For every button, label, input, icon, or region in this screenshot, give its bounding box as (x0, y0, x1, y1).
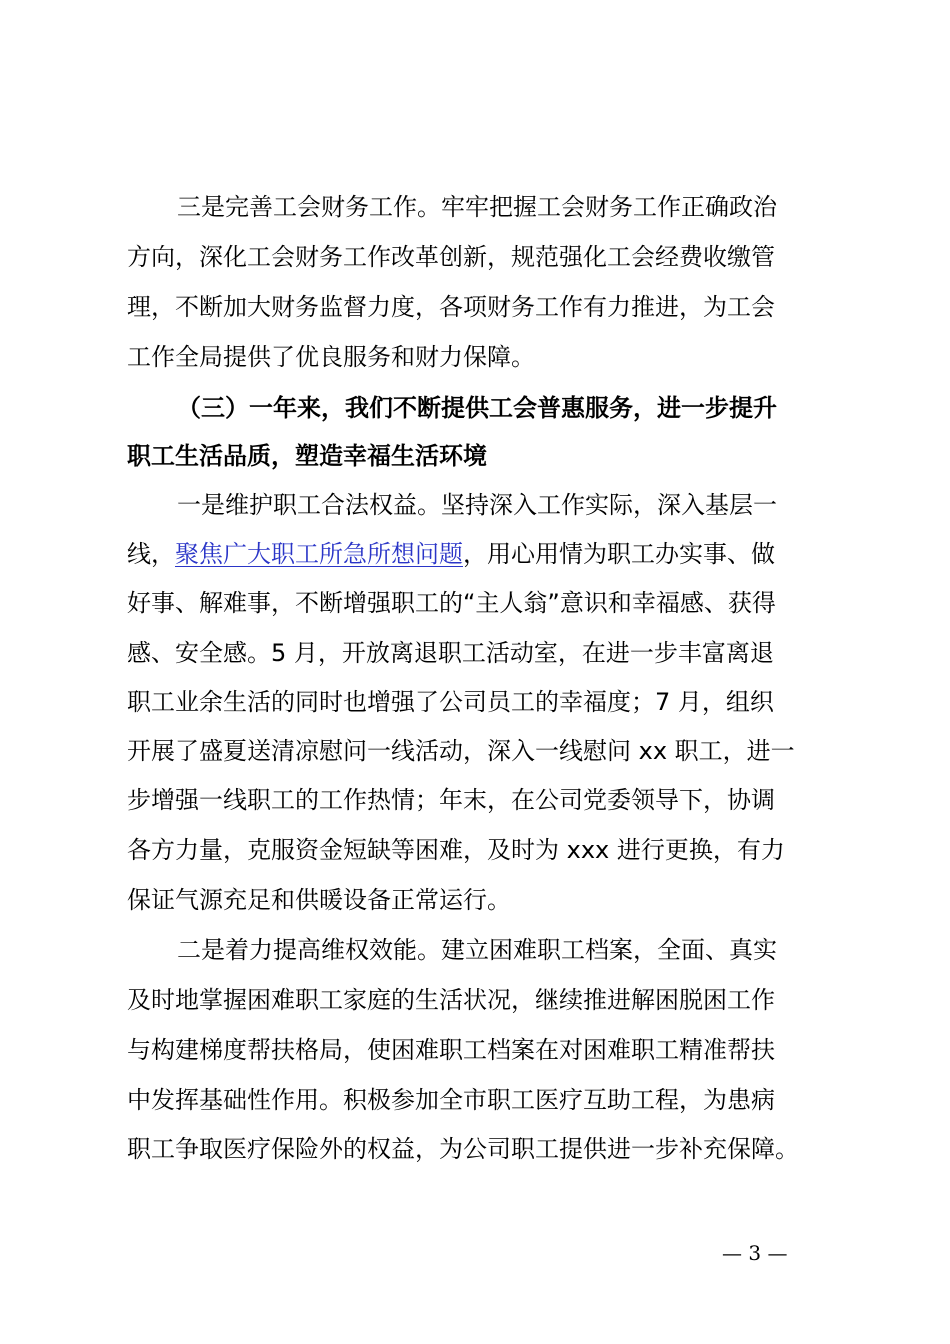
paragraph-line: 职工争取医疗保险外的权益，为公司职工提供进一步补充保障。 (127, 1135, 799, 1163)
paragraph-line: 及时地掌握困难职工家庭的生活状况，继续推进解困脱困工作 (127, 986, 775, 1014)
line-text: ，用心用情为职工办实事、做 (463, 540, 775, 568)
paragraph-line: 保证气源充足和供暖设备正常运行。 (127, 886, 511, 914)
paragraph-line: 好事、解难事，不断增强职工的“主人翁”意识和幸福感、获得 (127, 589, 776, 617)
paragraph-line: 感、安全感。5 月，开放离退职工活动室，在进一步丰富离退 (127, 639, 774, 667)
paragraph-line: 职工业余生活的同时也增强了公司员工的幸福度；7 月，组织 (127, 688, 774, 716)
hyperlink[interactable]: 聚焦广大职工所急所想问题 (175, 540, 463, 568)
paragraph-line: 三是完善工会财务工作。牢牢把握工会财务工作正确政治 (177, 193, 777, 221)
paragraph-line: 与构建梯度帮扶格局，使困难职工档案在对困难职工精准帮扶 (127, 1036, 775, 1064)
paragraph-line: 工作全局提供了优良服务和财力保障。 (127, 343, 535, 371)
paragraph-line: 中发挥基础性作用。积极参加全市职工医疗互助工程，为患病 (127, 1086, 775, 1114)
paragraph-line: 理，不断加大财务监督力度，各项财务工作有力推进，为工会 (127, 293, 775, 321)
paragraph-line: 方向，深化工会财务工作改革创新，规范强化工会经费收缴管 (127, 243, 775, 271)
paragraph-line (0, 529, 950, 579)
paragraph-line: 各方力量，克服资金短缺等困难，及时为 xxx 进行更换，有力 (127, 836, 785, 864)
paragraph-line: 开展了盛夏送清凉慰问一线活动，深入一线慰问 xx 职工，进一 (127, 737, 795, 765)
section-heading: 职工生活品质，塑造幸福生活环境 (127, 442, 487, 470)
line-text: 线， (127, 540, 175, 568)
paragraph-line: 步增强一线职工的工作热情；年末，在公司党委领导下，协调 (127, 786, 775, 814)
paragraph-line: 一是维护职工合法权益。坚持深入工作实际，深入基层一 (177, 491, 777, 519)
paragraph-line: 二是着力提高维权效能。建立困难职工档案，全面、真实 (177, 936, 777, 964)
section-heading: （三）一年来，我们不断提供工会普惠服务，进一步提升 (177, 394, 777, 422)
page-number: — 3 — (722, 1241, 788, 1265)
